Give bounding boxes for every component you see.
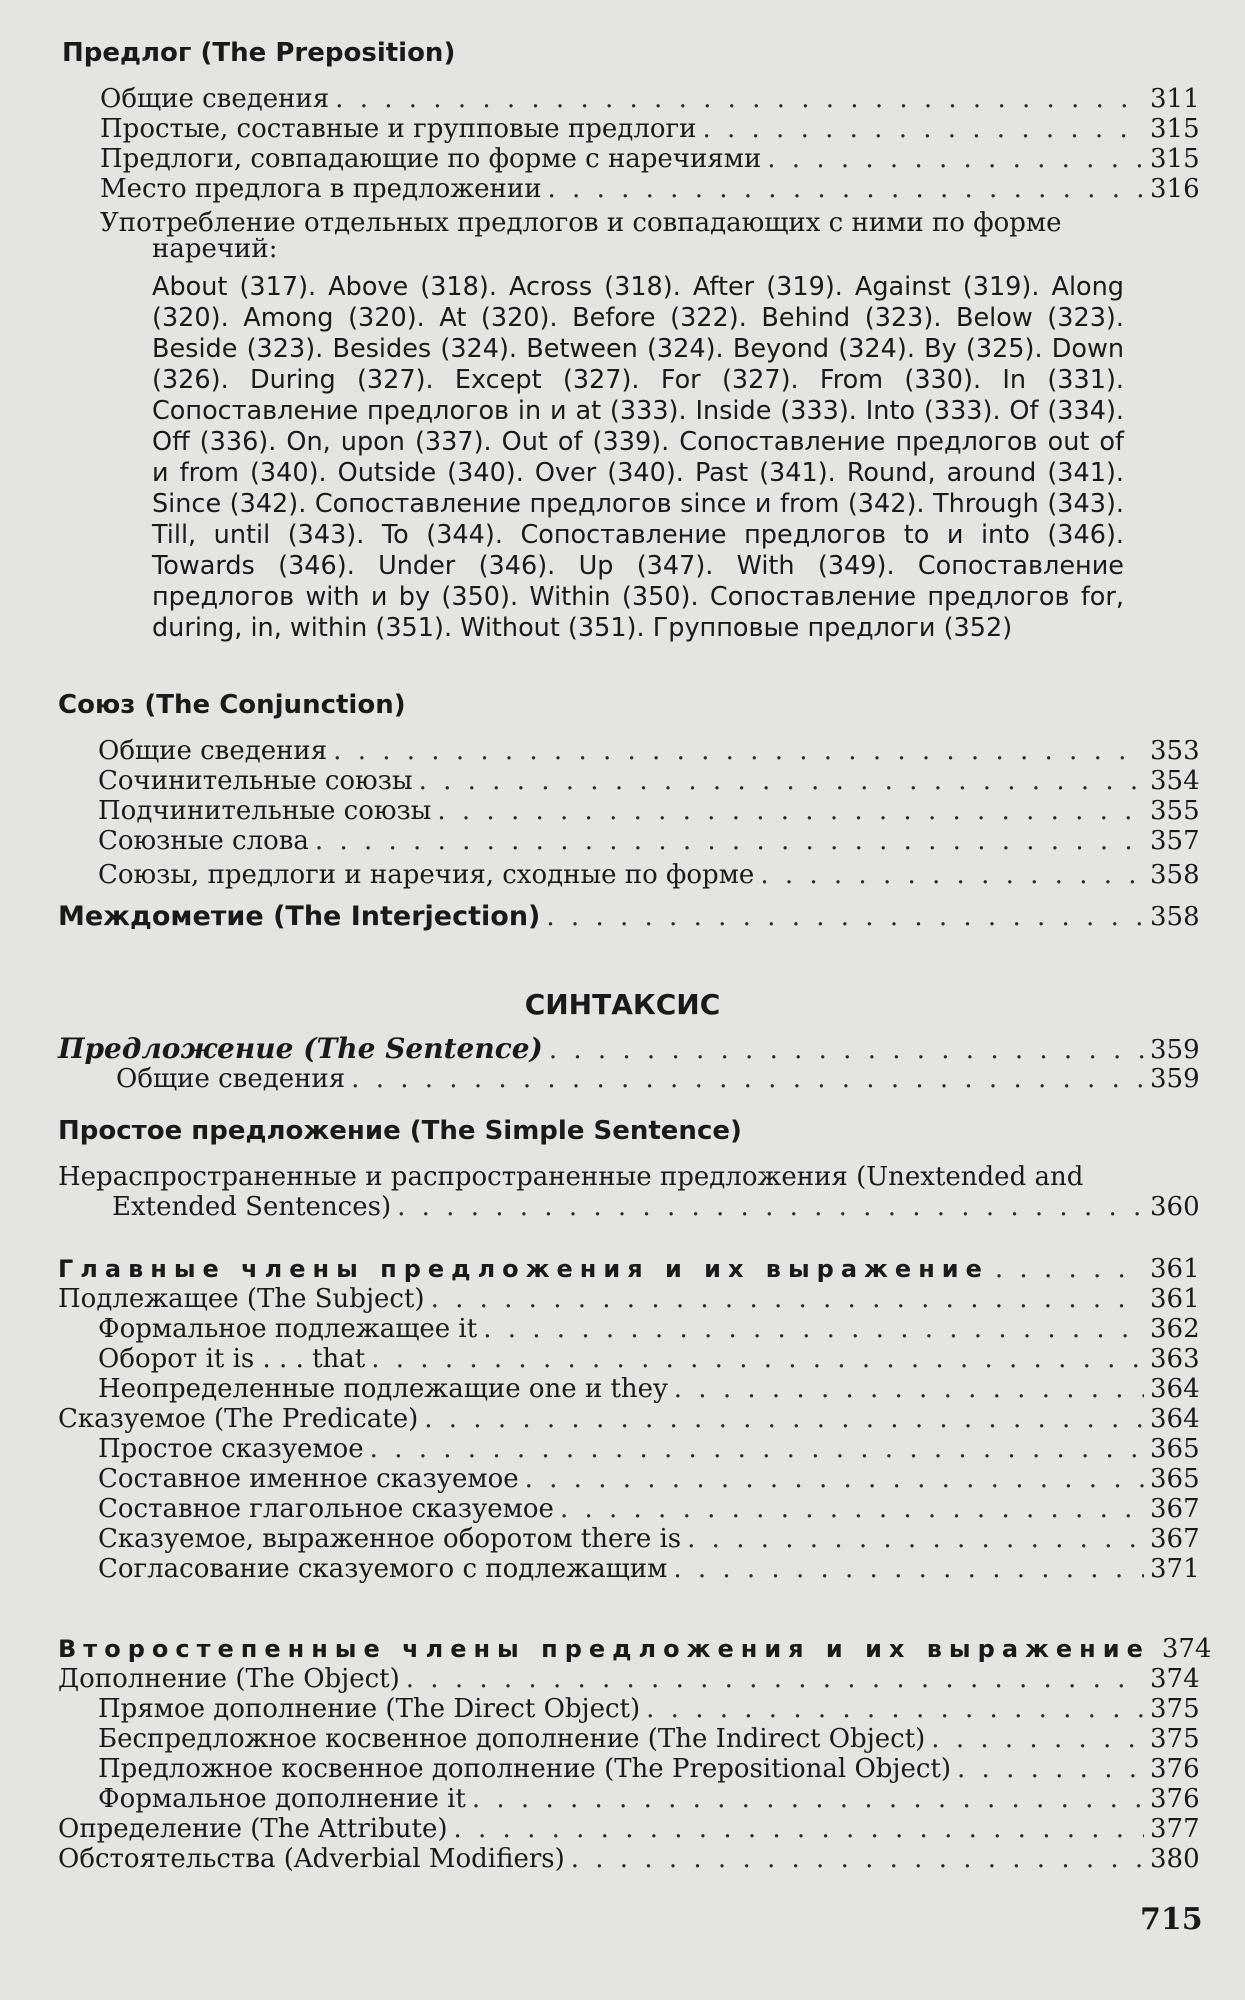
toc-entry xyxy=(98,1724,1198,1754)
entry-label: Определение (The Attribute) xyxy=(58,1814,448,1844)
entry-label: Простое сказуемое xyxy=(98,1434,364,1464)
entry-page: 375 xyxy=(1150,1694,1200,1724)
entry-page: 375 xyxy=(1150,1724,1200,1754)
toc-entry xyxy=(100,84,1198,114)
entry-label: Оборот it is . . . that xyxy=(98,1344,366,1374)
leader-dots xyxy=(351,1064,1144,1094)
toc-entry xyxy=(98,1344,1198,1374)
section-title: СИНТАКСИС xyxy=(524,988,721,1021)
conjunction-heading: Союз (The Conjunction) xyxy=(58,690,406,720)
leader-dots xyxy=(525,1464,1144,1494)
leader-dots xyxy=(397,1192,1144,1222)
usage-line-2: наречий: xyxy=(152,234,278,264)
entry-page: 376 xyxy=(1150,1784,1200,1814)
entry-page: 376 xyxy=(1150,1754,1200,1784)
entry-page: 363 xyxy=(1150,1344,1200,1374)
leader-dots xyxy=(687,1524,1144,1554)
entry-page: 374 xyxy=(1161,1634,1212,1664)
toc-entry xyxy=(116,1064,1198,1094)
leader-dots xyxy=(431,1284,1144,1314)
leader-dots xyxy=(674,1374,1144,1404)
entry-label: Общие сведения xyxy=(98,736,328,766)
toc-entry xyxy=(98,1784,1198,1814)
entry-label: Согласование сказуемого с подлежащим xyxy=(98,1554,668,1584)
toc-entry xyxy=(98,766,1198,796)
preposition-heading: Предлог (The Preposition) xyxy=(62,38,456,68)
toc-entry xyxy=(98,1314,1198,1344)
leader-dots xyxy=(546,902,1144,932)
entry-label: Предложное косвенное дополнение (The Prepositional Object) xyxy=(98,1754,952,1784)
sentence-heading: Предложение (The Sentence) xyxy=(58,1032,543,1065)
leader-dots xyxy=(760,860,1144,890)
toc-entry xyxy=(58,902,1198,932)
leader-dots xyxy=(549,1035,1144,1065)
leader-dots xyxy=(335,84,1144,114)
entry-label: Дополнение (The Object) xyxy=(58,1664,400,1694)
entry-page: 315 xyxy=(1150,144,1200,174)
entry-page: 365 xyxy=(1150,1434,1200,1464)
usage-paragraph: About (317). Above (318). Across (318). After (319). Against (319). Along (320). Among (320). At (320). Before (322). Behind (323). Below (323). Beside (323). Besides (324). Between (324). Beyond (324). By (325). Down (326). During (327). Except (327). For (327). From (330). In (331). Сопоставление предлогов in и at (333). Inside (333). Into (333). Of (334). Off (336). On, upon (337). Out of (339). Сопоставление предлогов out of и from (340). Outside (340). Over (340). Past (341). Round, around (341). Since (342). Сопоставление предлогов since и from (342). Through (343). Till, until (343). To (344). Сопоставление предлогов to и into (346). Towards (346). Under (346). Up (347). With (349). Сопоставление предлогов with и by (350). Within (350). Сопоставление предлогов for, during, in, within (351). Without (351). Групповые предлоги (352) xyxy=(152,272,1124,643)
leader-dots xyxy=(315,826,1144,856)
toc-entry xyxy=(98,1494,1198,1524)
leader-dots xyxy=(560,1494,1144,1524)
usage-line-1: Употребление отдельных предлогов и совпадающих с ними по форме xyxy=(100,208,1062,238)
interjection-heading: Междометие (The Interjection) xyxy=(58,901,541,932)
toc-entry xyxy=(58,1814,1198,1844)
entry-page: 374 xyxy=(1150,1664,1200,1694)
leader-dots xyxy=(571,1844,1144,1874)
toc-entry xyxy=(98,796,1198,826)
entry-page: 362 xyxy=(1150,1314,1200,1344)
entry-label: Предлоги, совпадающие по форме с наречиями xyxy=(100,144,762,174)
toc-entry xyxy=(98,860,1198,890)
toc-entry xyxy=(100,174,1198,204)
leader-dots xyxy=(371,1344,1144,1374)
entry-page: 311 xyxy=(1150,84,1200,114)
leader-dots xyxy=(406,1664,1144,1694)
entry-label: Союзные слова xyxy=(98,826,309,856)
entry-label: Общие сведения xyxy=(116,1064,346,1094)
entry-page: 360 xyxy=(1150,1192,1200,1222)
entry-label: Прямое дополнение (The Direct Object) xyxy=(98,1694,641,1724)
simple-sentence-heading: Простое предложение (The Simple Sentence) xyxy=(58,1116,742,1146)
toc-entry xyxy=(100,114,1198,144)
leader-dots xyxy=(333,736,1144,766)
leader-dots xyxy=(995,1254,1144,1284)
leader-dots xyxy=(483,1314,1144,1344)
entry-label: Сочинительные союзы xyxy=(98,766,413,796)
toc-entry xyxy=(98,1524,1198,1554)
entry-page: 357 xyxy=(1150,826,1200,856)
leader-dots xyxy=(767,144,1144,174)
entry-page: 364 xyxy=(1150,1404,1200,1434)
toc-entry xyxy=(98,826,1198,856)
entry-page: 359 xyxy=(1150,1035,1200,1065)
leader-dots xyxy=(370,1434,1144,1464)
toc-entry xyxy=(98,1554,1198,1584)
entry-page: 355 xyxy=(1150,796,1200,826)
entry-label: Составное глагольное сказуемое xyxy=(98,1494,554,1524)
leader-dots xyxy=(548,174,1144,204)
entry-page: 367 xyxy=(1150,1494,1200,1524)
leader-dots xyxy=(437,796,1144,826)
entry-label: Сказуемое (The Predicate) xyxy=(58,1404,419,1434)
leader-dots xyxy=(931,1724,1144,1754)
leader-dots xyxy=(702,114,1144,144)
leader-dots xyxy=(454,1814,1145,1844)
toc-entry xyxy=(58,1034,1198,1065)
entry-label: Неопределенные подлежащие one и they xyxy=(98,1374,668,1404)
leader-dots xyxy=(646,1694,1144,1724)
entry-label: Общие сведения xyxy=(100,84,330,114)
entry-page: 316 xyxy=(1150,174,1200,204)
secondary-members-heading: Второстепенные члены предложения и их выражение xyxy=(58,1635,1150,1663)
leader-dots xyxy=(419,766,1144,796)
entry-label: Extended Sentences) xyxy=(112,1192,392,1222)
entry-label: Формальное подлежащее it xyxy=(98,1314,478,1344)
entry-label: Беспредложное косвенное дополнение (The Indirect Object) xyxy=(98,1724,926,1754)
entry-label: Подлежащее (The Subject) xyxy=(58,1284,425,1314)
toc-entry xyxy=(58,1254,1198,1284)
toc-entry xyxy=(98,1374,1198,1404)
entry-label: Составное именное сказуемое xyxy=(98,1464,519,1494)
toc-entry xyxy=(98,1434,1198,1464)
entry-label: Формальное дополнение it xyxy=(98,1784,466,1814)
leader-dots xyxy=(957,1754,1144,1784)
page-number: 715 xyxy=(1140,1902,1203,1937)
entry-label: Простые, составные и групповые предлоги xyxy=(100,114,697,144)
entry-label: Обстоятельства (Adverbial Modifiers) xyxy=(58,1844,565,1874)
entry-page: 364 xyxy=(1150,1374,1200,1404)
entry-page: 371 xyxy=(1150,1554,1200,1584)
toc-entry xyxy=(58,1284,1198,1314)
main-members-heading: Главные члены предложения и их выражение xyxy=(58,1255,989,1283)
entry-page: 353 xyxy=(1150,736,1200,766)
leader-dots xyxy=(673,1554,1144,1584)
unextended-line-1: Нераспространенные и распространенные предложения (Unextended and xyxy=(58,1162,1084,1192)
entry-label: Сказуемое, выраженное оборотом there is xyxy=(98,1524,682,1554)
toc-entry xyxy=(98,1694,1198,1724)
toc-entry xyxy=(58,1844,1198,1874)
entry-page: 358 xyxy=(1150,902,1200,932)
entry-page: 380 xyxy=(1150,1844,1200,1874)
entry-page: 315 xyxy=(1150,114,1200,144)
toc-entry xyxy=(58,1634,1212,1664)
entry-page: 367 xyxy=(1150,1524,1200,1554)
toc-entry xyxy=(112,1192,1198,1222)
entry-page: 361 xyxy=(1150,1284,1200,1314)
entry-page: 365 xyxy=(1150,1464,1200,1494)
entry-page: 359 xyxy=(1150,1064,1200,1094)
entry-page: 377 xyxy=(1150,1814,1200,1844)
entry-label: Место предлога в предложении xyxy=(100,174,542,204)
entry-page: 361 xyxy=(1150,1254,1200,1284)
leader-dots xyxy=(472,1784,1144,1814)
toc-entry xyxy=(98,1754,1198,1784)
toc-entry xyxy=(98,736,1198,766)
entry-page: 358 xyxy=(1150,860,1200,890)
entry-label: Подчинительные союзы xyxy=(98,796,432,826)
toc-entry xyxy=(58,1664,1198,1694)
entry-page: 354 xyxy=(1150,766,1200,796)
toc-entry xyxy=(100,144,1198,174)
toc-entry xyxy=(98,1464,1198,1494)
entry-label: Союзы, предлоги и наречия, сходные по форме xyxy=(98,860,755,890)
toc-entry xyxy=(58,1404,1198,1434)
leader-dots xyxy=(424,1404,1144,1434)
